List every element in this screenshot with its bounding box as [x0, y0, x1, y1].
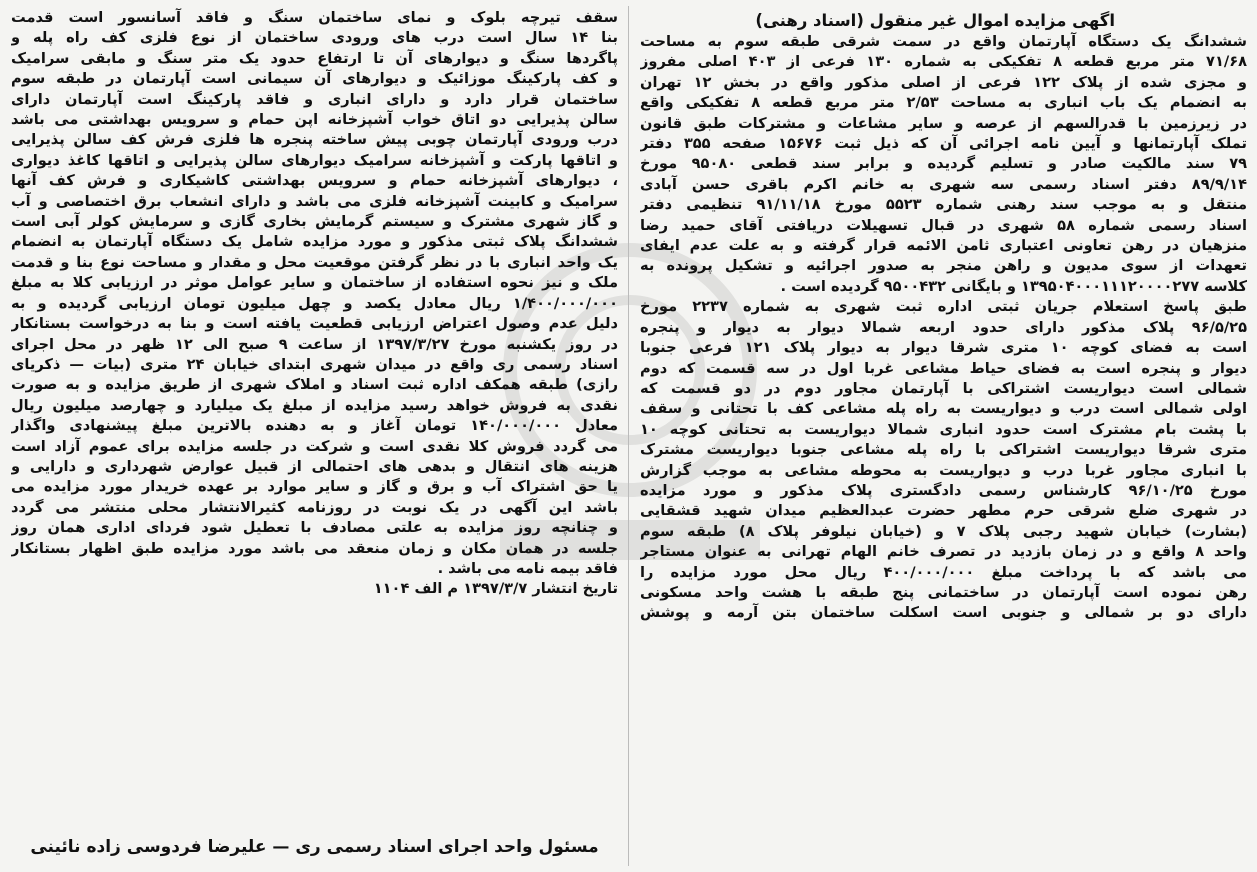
text-line: با انباری مجاور غربا درب و دیواریست به محوطه مشاعی به موجب گزارش: [640, 461, 1247, 479]
text-line: یا حق اشتراک آب و برق و گاز و سایر موارد بر عهده خریدار مورد مزایده می: [11, 478, 618, 496]
text-line: بنا ۱۴ سال است درب های ورودی ساختمان از نوع فلزی کف راه پله و: [11, 29, 618, 47]
text-line: و چنانچه روز مزایده به علتی مصادف با تعطیل شود فردای اداری همان روز: [11, 519, 618, 537]
text-line: ۹۶/۵/۲۵ پلاک مذکور دارای حدود اربعه شمالا دیوار به دیوار و پنجره: [640, 318, 1247, 336]
text-line: ۷۹ سند مالکیت صادر و تسلیم گردیده و برابر سند قطعی ۹۵۰۸۰ مورخ: [640, 155, 1247, 173]
text-line: تعهدات از سوی مدیون و راهن منجر به صدور اجرائیه و تشکیل پرونده به: [640, 257, 1247, 275]
text-line: ، دیوارهای آشپزخانه حمام و سرویس بهداشتی کاشیکاری و فرش کف آنها: [11, 172, 618, 190]
text-line: سالن پذیرایی دو اتاق خواب آشپزخانه اپن حمام و سرویس بهداشتی می باشد: [11, 111, 618, 129]
text-line: دارای دو بر شمالی و جنوبی است اسکلت ساختمان بتن آرمه و پوشش: [640, 604, 1247, 622]
text-line: و کف پارکینگ موزائیک و دیوارهای آن سیمانی است آپارتمان در طبقه سوم: [11, 70, 618, 88]
text-line: می گردد فروش کلا نقدی است و شرکت در جلسه مزایده برای عموم آزاد است: [11, 437, 618, 455]
text-line: منزهیان در رهن تعاونی اعتباری ثامن الائمه قرار گرفته و به علت عدم ایفای: [640, 237, 1247, 255]
text-line: اولی شمالی است درب و دیواریست به راه پله مشاعی کف با تحتانی و سقف: [640, 400, 1247, 418]
text-line: می باشد که با پرداخت مبلغ ۴۰۰/۰۰۰/۰۰۰ ریال محل مورد مزایده را: [640, 563, 1247, 581]
text-line: با پشت بام مشترک است حدود انباری شمالا دیواریست به تحتانی کوچه ۱۰: [640, 420, 1247, 438]
text-line: فاقد بیمه نامه می باشد .: [437, 559, 618, 577]
text-line: دیوار و پنجره است به فضای حیاط مشاعی غربا اول در سه قسمت که دوم: [640, 359, 1247, 377]
text-line: رهن نموده است آپارتمان در ساختمانی پنج طبقه با هشت واحد مسکونی: [640, 583, 1247, 601]
text-line: معادل ۱۴۰/۰۰۰/۰۰۰ تومان آغاز و به دهنده بالاترین مبلغ پیشنهادی واگذار: [11, 417, 618, 435]
text-line: و گاز شهری مشترک و سیستم گرمایش بخاری گازی و سرمایش کولر آبی است: [11, 213, 618, 231]
text-line: متری شرقا دیواریست اشتراکی با راه پله مشاعی جنوبا دیواریست مشترک: [640, 441, 1247, 459]
notice-title: اگهی مزایده اموال غیر منقول (اسناد رهنی): [755, 11, 1115, 30]
text-line: و مجزی شده از پلاک ۱۲۲ فرعی از اصلی مذکور واقع در بخش ۱۲ تهران: [640, 73, 1247, 91]
text-line: دلیل عدم وصول اعتراض ارزیابی قطعیت یافته است و بنا به درخواست بستانکار: [11, 315, 618, 333]
signature: مسئول واحد اجرای اسناد رسمی ری — علیرضا فردوسی زاده نائینی: [30, 837, 599, 857]
left-column-text: [11, 8, 618, 600]
text-line: طبق پاسخ استعلام جریان ثبتی اداره ثبت شهری به شماره ۲۲۳۷ مورخ: [640, 298, 1247, 316]
text-line: ملک و نیز نحوه استفاده از ساختمان و سایر عوامل موثر در ارزیابی کلا به مبلغ: [11, 274, 618, 292]
text-line: هزینه های انتقال و بدهی های احتمالی از قبیل عوارض شهرداری و دارایی و: [11, 457, 618, 475]
text-line: واحد ۸ واقع و در زمان بازدید در تصرف خانم الهام تهرانی به عنوان مستاجر: [640, 543, 1247, 561]
left-column: [11, 6, 618, 864]
text-line: باشد این آگهی در یک نوبت در روزنامه کثیرالانتشار محلی منتشر می گردد: [11, 498, 618, 516]
text-line: ششدانگ یک دستگاه آپارتمان واقع در سمت شرقی طبقه سوم به مساحت: [640, 33, 1247, 50]
right-column: [640, 6, 1247, 864]
text-line: نقدی به فروش خواهد رسید مزایده از مبلغ یک میلیارد و چهارصد میلیون ریال: [11, 396, 618, 414]
text-line: تملک آپارتمانها و آیین نامه اجرائی آن که ذیل ثبت ۱۵۶۷۶ صفحه ۳۵۵ دفتر: [640, 135, 1247, 153]
text-line: تاریخ انتشار ۱۳۹۷/۳/۷ م الف ۱۱۰۴: [373, 580, 618, 598]
text-line: درب ورودی آپارتمان چوبی پیش ساخته پنجره ها فلزی فرش کف سالن پذیرایی: [11, 131, 618, 149]
text-line: منتقل و به موجب سند رهنی شماره ۵۵۲۳ مورخ ۹۱/۱۱/۱۸ تنظیمی دفتر: [640, 196, 1247, 214]
text-line: ۷۱/۶۸ متر مربع قطعه ۸ تفکیکی به شماره ۱۳۰ فرعی از ۴۰۳ اصلی مفروز: [640, 53, 1247, 71]
text-line: مورخ ۹۶/۱۰/۲۵ کارشناس رسمی دادگستری پلاک مذکور و مورد مزایده: [640, 481, 1247, 499]
text-line: رازی) طبقه همکف اداره ثبت اسناد و املاک شهری از طریق مزایده و به صورت: [11, 376, 618, 394]
text-line: است به فضای کوچه ۱۰ متری شرقا دیوار به دیوار پلاک ۱۲۱ فرعی جنوبا: [640, 339, 1247, 357]
text-line: در شهری ضلع شرقی حرم مطهر حضرت عبدالعظیم میدان شهید قشقایی: [640, 502, 1247, 520]
text-line: و اتاقها پارکت و آشپزخانه سرامیک دیوارهای سالن پذیرایی و اتاقها کاغذ دیواری: [11, 151, 618, 169]
text-line: اسناد رسمی ری واقع در میدان شهری ابتدای خیابان ۲۴ متری (بیات — ذکریای: [11, 355, 618, 373]
text-line: ساختمان قرار دارد و دارای انباری و فاقد پارکینگ است آپارتمان دارای: [11, 90, 618, 108]
text-line: به انضمام یک باب انباری به مساحت ۲/۵۳ متر مربع قطعه ۸ تفکیکی واقع: [640, 94, 1247, 112]
text-line: (بشارت) خیابان شهید رجبی پلاک ۷ و (خیابان نیلوفر پلاک ۸) طبقه سوم: [640, 522, 1247, 540]
text-line: ششدانگ پلاک ثبتی مذکور و مورد مزایده شامل یک دستگاه آپارتمان به انضمام: [11, 233, 618, 251]
text-line: ۱/۴۰۰/۰۰۰/۰۰۰ ریال معادل یکصد و چهل میلیون تومان ارزیابی گردیده و به: [11, 294, 618, 312]
text-line: شمالی است دیواریست اشتراکی با آپارتمان مجاور دوم در دو قسمت که: [640, 379, 1247, 397]
text-line: در زیرزمین با قدرالسهم از عرصه و سایر مشاعات و مشترکات طبق قانون: [640, 114, 1247, 132]
text-line: سقف تیرچه بلوک و نمای ساختمان سنگ و فاقد آسانسور است قدمت: [11, 9, 618, 26]
text-line: یک واحد انباری با در نظر گرفتن موقعیت محل و مقدار و مساحت نوع بنا و قدمت: [11, 253, 618, 271]
text-line: ۸۹/۹/۱۴ دفتر اسناد رسمی سه شهری به خانم اکرم باقری حسن آبادی: [640, 175, 1247, 193]
text-line: در روز یکشنبه مورخ ۱۳۹۷/۳/۲۷ از ساعت ۹ صبح الی ۱۲ ظهر در محل اجرای: [11, 335, 618, 353]
right-column-text: [640, 32, 1247, 624]
text-line: اسناد رسمی شماره ۵۸ شهری در قبال تسهیلات دریافتی آقای حمید رضا: [640, 216, 1247, 234]
text-line: سرامیک و کابینت آشپزخانه فلزی می باشد و دارای انشعاب برق اختصاصی و آب: [11, 192, 618, 210]
text-line: جلسه در همان مکان و زمان منعقد می باشد مورد مزایده طبق اظهار بستانکار: [11, 539, 618, 557]
text-line: پاگردها سنگ و دیوارهای آن تا ارتفاع حدود یک متر سنگ و مابقی سرامیک: [11, 49, 618, 67]
column-divider: [628, 6, 629, 866]
text-line: کلاسه ۱۳۹۵۰۴۰۰۰۱۱۱۲۰۰۰۰۲۷۷ و بایگانی ۹۵۰۰۴۳۲ گردیده است .: [780, 277, 1247, 295]
